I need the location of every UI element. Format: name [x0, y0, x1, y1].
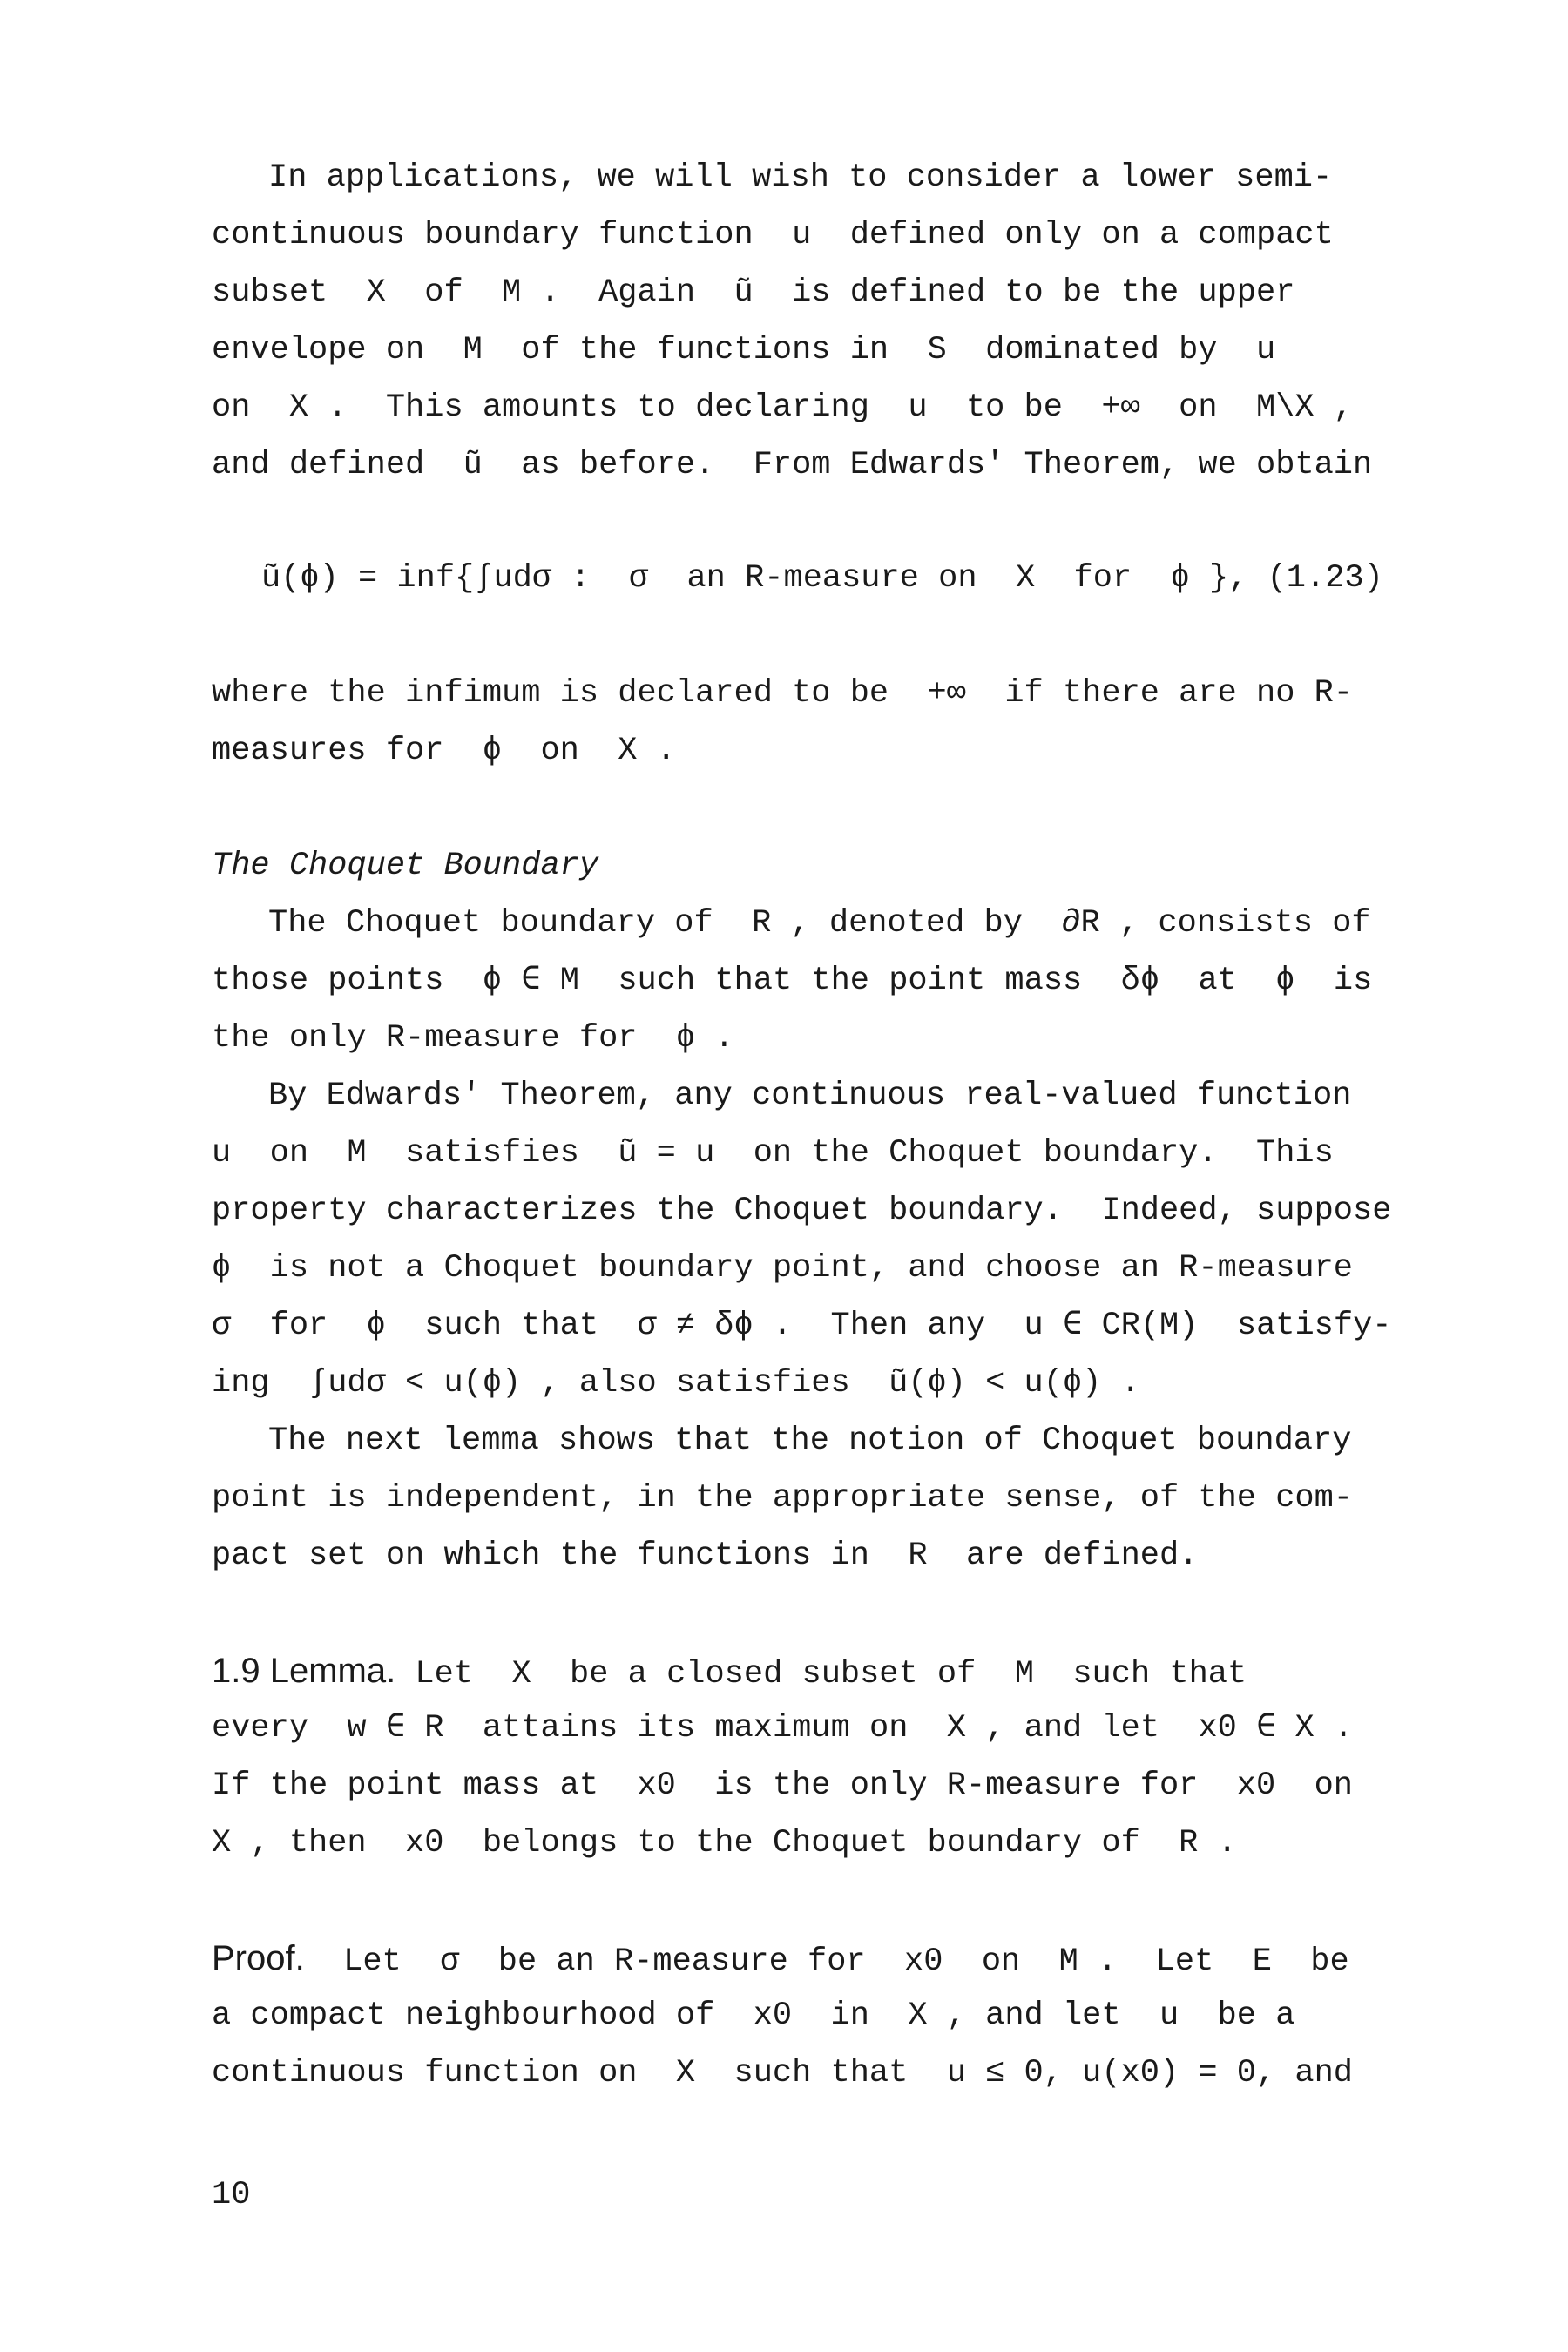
proof-line-1	[212, 1939, 1349, 1981]
proof-line-2: a compact neighbourhood of x0 in X , and let u be a	[212, 1997, 1295, 2034]
p3-line-1: The Choquet boundary of R , denoted by ∂R , consists of	[268, 905, 1371, 942]
p1-line-4: envelope on M of the functions in S dominated by u	[212, 332, 1276, 368]
p5-line-2: point is independent, in the appropriate sense, of the com-	[212, 1480, 1354, 1517]
p1-line-3: subset X of M . Again ũ is defined to be the upper	[212, 274, 1295, 311]
p1-line-5: on X . This amounts to declaring u to be +∞ on M\X ,	[212, 389, 1354, 426]
p4-line-5: σ for ϕ such that σ ≠ δϕ . Then any u ∈ CR(M) satisfy-	[212, 1308, 1392, 1344]
p1-line-2: continuous boundary function u defined only on a compact	[212, 217, 1334, 253]
proof-label: Proof.	[212, 1939, 305, 1977]
section-heading: The Choquet Boundary	[212, 848, 599, 884]
proof-text-1: Let σ be an R-measure for x0 on M . Let E be	[304, 1943, 1349, 1980]
equation-1-23: ũ(ϕ) = inf{∫udσ : σ an R-measure on X for ϕ }, (1.23)	[261, 560, 1383, 597]
p1-line-1: In applications, we will wish to consider a lower semi-	[268, 159, 1333, 196]
lemma-line-4: X , then x0 belongs to the Choquet boundary of R .	[212, 1825, 1237, 1862]
lemma-label: 1.9 Lemma.	[212, 1652, 396, 1690]
p2-line-2: measures for ϕ on X .	[212, 733, 676, 769]
p4-line-1: By Edwards' Theorem, any continuous real-valued function	[268, 1078, 1352, 1114]
page-number: 10	[212, 2177, 251, 2213]
p2-line-1: where the infimum is declared to be +∞ if there are no R-	[212, 675, 1354, 712]
p5-line-1: The next lemma shows that the notion of Choquet boundary	[268, 1423, 1352, 1459]
p5-line-3: pact set on which the functions in R are defined.	[212, 1538, 1199, 1574]
lemma-line-1	[212, 1652, 1247, 1693]
p4-line-3: property characterizes the Choquet boundary. Indeed, suppose	[212, 1193, 1392, 1229]
lemma-line-3: If the point mass at x0 is the only R-measure for x0 on	[212, 1767, 1354, 1804]
p4-line-4: ϕ is not a Choquet boundary point, and choose an R-measure	[212, 1250, 1354, 1287]
proof-line-3: continuous function on X such that u ≤ 0, u(x0) = 0, and	[212, 2055, 1354, 2092]
p3-line-3: the only R-measure for ϕ .	[212, 1020, 734, 1057]
lemma-line-2: every w ∈ R attains its maximum on X , and let x0 ∈ X .	[212, 1710, 1354, 1747]
lemma-text-1: Let X be a closed subset of M such that	[395, 1656, 1247, 1693]
p4-line-6: ing ∫udσ < u(ϕ) , also satisfies ũ(ϕ) < u(ϕ) .	[212, 1365, 1140, 1402]
p3-line-2: those points ϕ ∈ M such that the point mass δϕ at ϕ is	[212, 963, 1373, 999]
p1-line-6: and defined ũ as before. From Edwards' Theorem, we obtain	[212, 447, 1373, 483]
p4-line-2: u on M satisfies ũ = u on the Choquet boundary. This	[212, 1135, 1334, 1172]
